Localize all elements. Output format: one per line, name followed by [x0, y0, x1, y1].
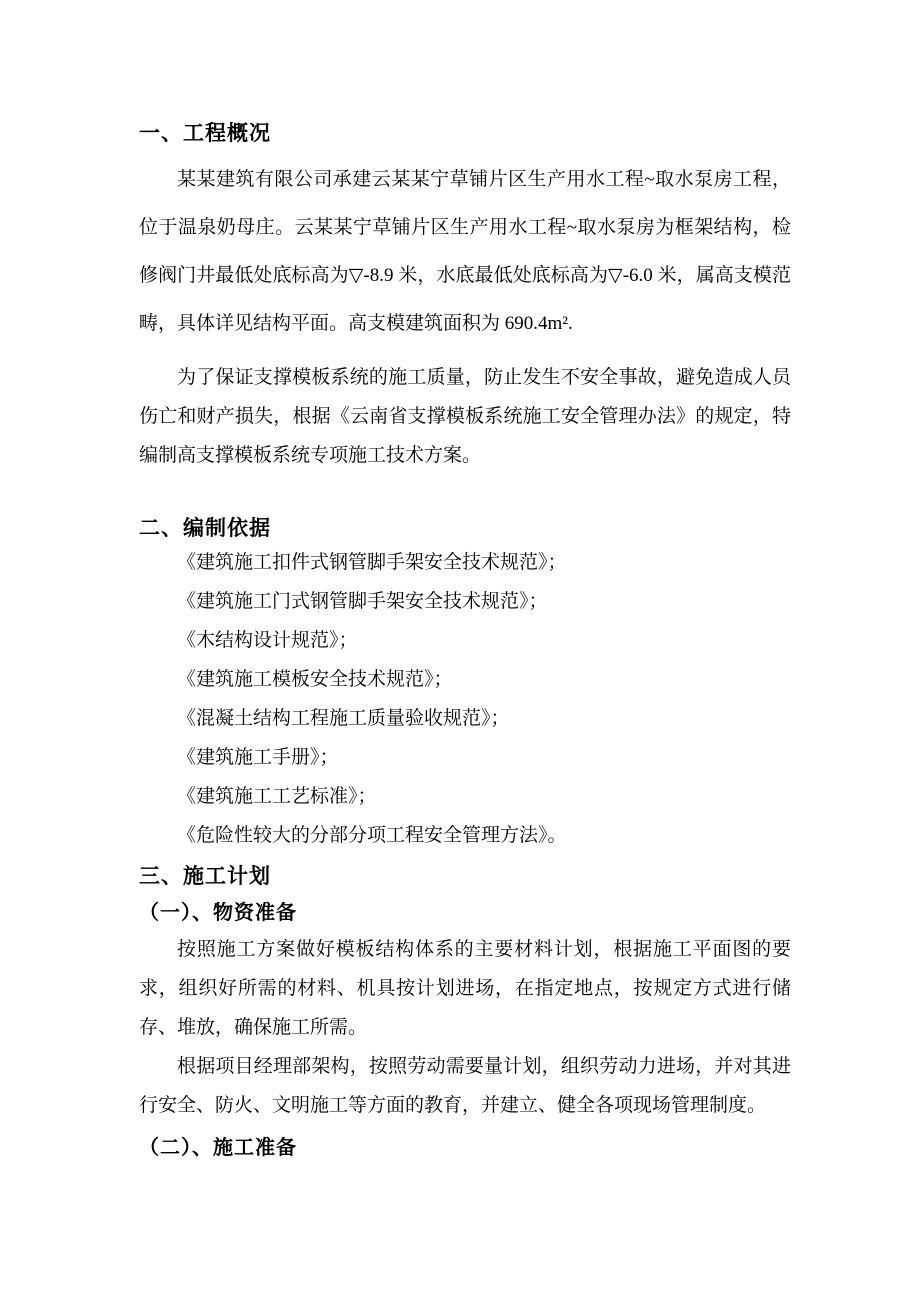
reference-item: 《混凝土结构工程施工质量验收规范》； — [177, 708, 510, 729]
reference-item: 《建筑施工扣件式钢管脚手架安全技术规范》； — [177, 552, 567, 573]
reference-item: 《木结构设计规范》； — [177, 630, 358, 651]
section-3-paragraph-materials: 按照施工方案做好模板结构体系的主要材料计划，根据施工平面图的要求，组织好所需的材料、机具按计划进场，在指定地点，按规定方式进行储存、堆放，确保施工所需。 — [139, 939, 791, 1038]
section-1-paragraph-overview: 某某建筑有限公司承建云某某宁草铺片区生产用水工程~取水泵房工程，位于温泉奶母庄。云某某宁草铺片区生产用水工程~取水泵房为框架结构，检修阀门井最低处底标高为▽-8.9 米，水底最低处底标高为▽-6.0 米，属高支模范畴，具体详见结构平面。高支模建筑面积为 690.4m². — [139, 169, 791, 334]
reference-item: 《建筑施工模板安全技术规范》； — [177, 669, 453, 690]
section-3-subheading-material-preparation: （一）、物资准备 — [139, 902, 297, 924]
document-page — [139, 118, 791, 1162]
reference-item: 《建筑施工门式钢管脚手架安全技术规范》； — [177, 591, 548, 612]
section-3-paragraph-labor: 根据项目经理部架构，按照劳动需要量计划，组织劳动力进场，并对其进行安全、防火、文明施工等方面的教育，并建立、健全各项现场管理制度。 — [139, 1056, 791, 1116]
reference-item: 《建筑施工工艺标准》； — [177, 786, 377, 807]
reference-list — [139, 543, 791, 855]
section-1-paragraph-purpose: 为了保证支撑模板系统的施工质量，防止发生不安全事故，避免造成人员伤亡和财产损失，根据《云南省支撑模板系统施工安全管理办法》的规定，特编制高支撑模板系统专项施工技术方案。 — [139, 367, 791, 466]
section-3-subheading-construction-preparation: （二）、施工准备 — [139, 1137, 297, 1159]
section-1-heading: 一、工程概况 — [139, 121, 271, 145]
reference-item: 《建筑施工手册》； — [177, 747, 339, 768]
section-3-heading: 三、施工计划 — [139, 864, 271, 888]
section-2-heading: 二、编制依据 — [139, 516, 271, 540]
reference-item: 《危险性较大的分部分项工程安全管理方法》。 — [177, 825, 567, 846]
